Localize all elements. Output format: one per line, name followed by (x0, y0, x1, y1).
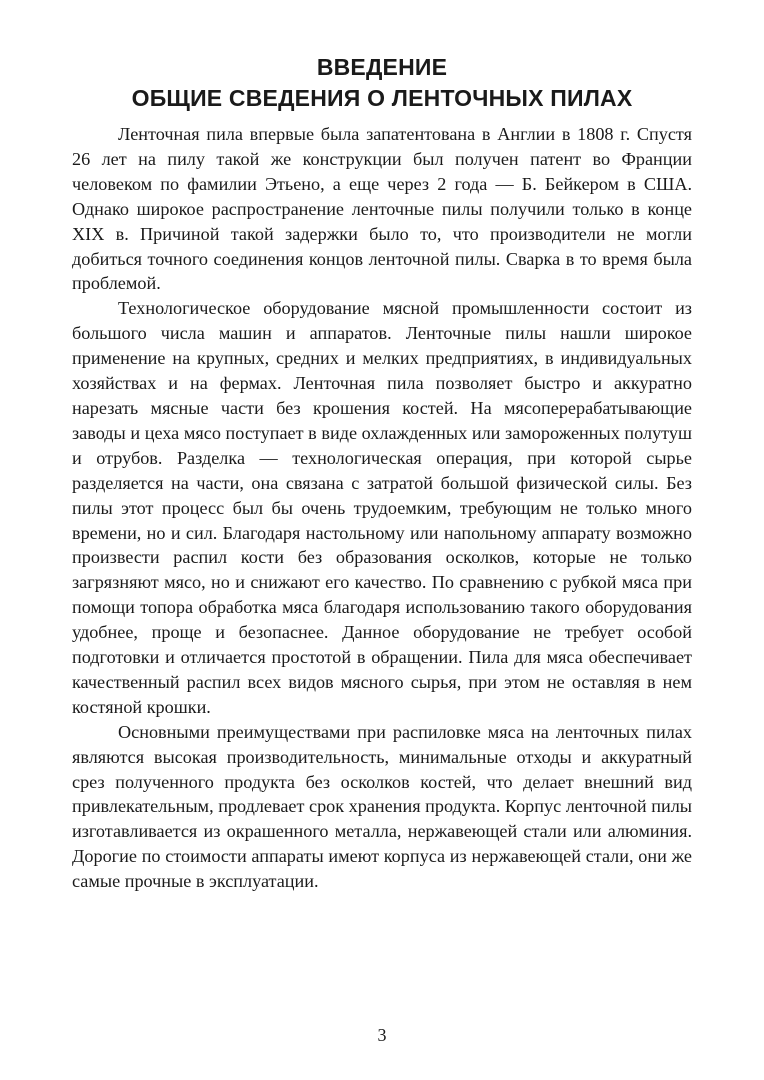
page-content (72, 52, 692, 894)
chapter-title: ВВЕДЕНИЕ (316, 54, 448, 80)
section-title: ОБЩИЕ СВЕДЕНИЯ О ЛЕНТОЧНЫХ ПИЛАХ (131, 85, 633, 111)
paragraph-history: Ленточная пила впервые была запатентована в Англии в 1808 г. Спустя 26 лет на пилу такой же конструкции был получен патент во Франции человеком по фамилии Этьено, а еще через 2 года — Б. Бейкером в США. Однако широкое распространение ленточные пилы получили только в конце XIX в. Причиной такой задержки было то, что производители не могли добиться точного соединения концов ленточной пилы. Сварка в то время была проблемой. (72, 124, 692, 294)
chapter-heading (72, 52, 692, 114)
paragraph-advantages: Основными преимуществами при распиловке мяса на ленточных пилах являются высокая производительность, минимальные отходы и аккуратный срез полученного продукта без осколков костей, что делает внешний вид привлекательным, продлевает срок хранения продукта. Корпус ленточной пилы изготавливается из окрашенного металла, нержавеющей стали или алюминия. Дорогие по стоимости аппараты имеют корпуса из нержавеющей стали, они же самые прочные в эксплуатации. (72, 721, 692, 892)
paragraph-equipment: Технологическое оборудование мясной промышленности состоит из большого числа машин и аппаратов. Ленточные пилы нашли широкое применение на крупных, средних и мелких предприятиях, в индивидуальных хозяйствах и на фермах. Ленточная пила позволяет быстро и аккуратно нарезать мясные части без крошения костей. На мясоперерабатывающие заводы и цеха мясо поступает в виде охлажденных или замороженных полутуш и отрубов. Разделка — технологическая операция, при которой сырье разделяется на части, она связана с затратой большой физической силы. Без пилы этот процесс был бы очень трудоемким, требующим не только много времени, но и сил. Благодаря настольному или напольному аппарату возможно произвести распил кости без образования осколков, которые не только загрязняют мясо, но и снижают его качество. По сравнению с рубкой мяса при помощи топора обработка мяса благодаря использованию такого оборудования удобнее, проще и безопаснее. Данное оборудование не требует особой подготовки и отличается простотой в обращении. Пила для мяса обеспечивает качественный распил всех видов мясного сырья, при этом не оставляя в нем костяной крошки. (72, 298, 692, 717)
page-number: 3 (377, 1025, 387, 1045)
